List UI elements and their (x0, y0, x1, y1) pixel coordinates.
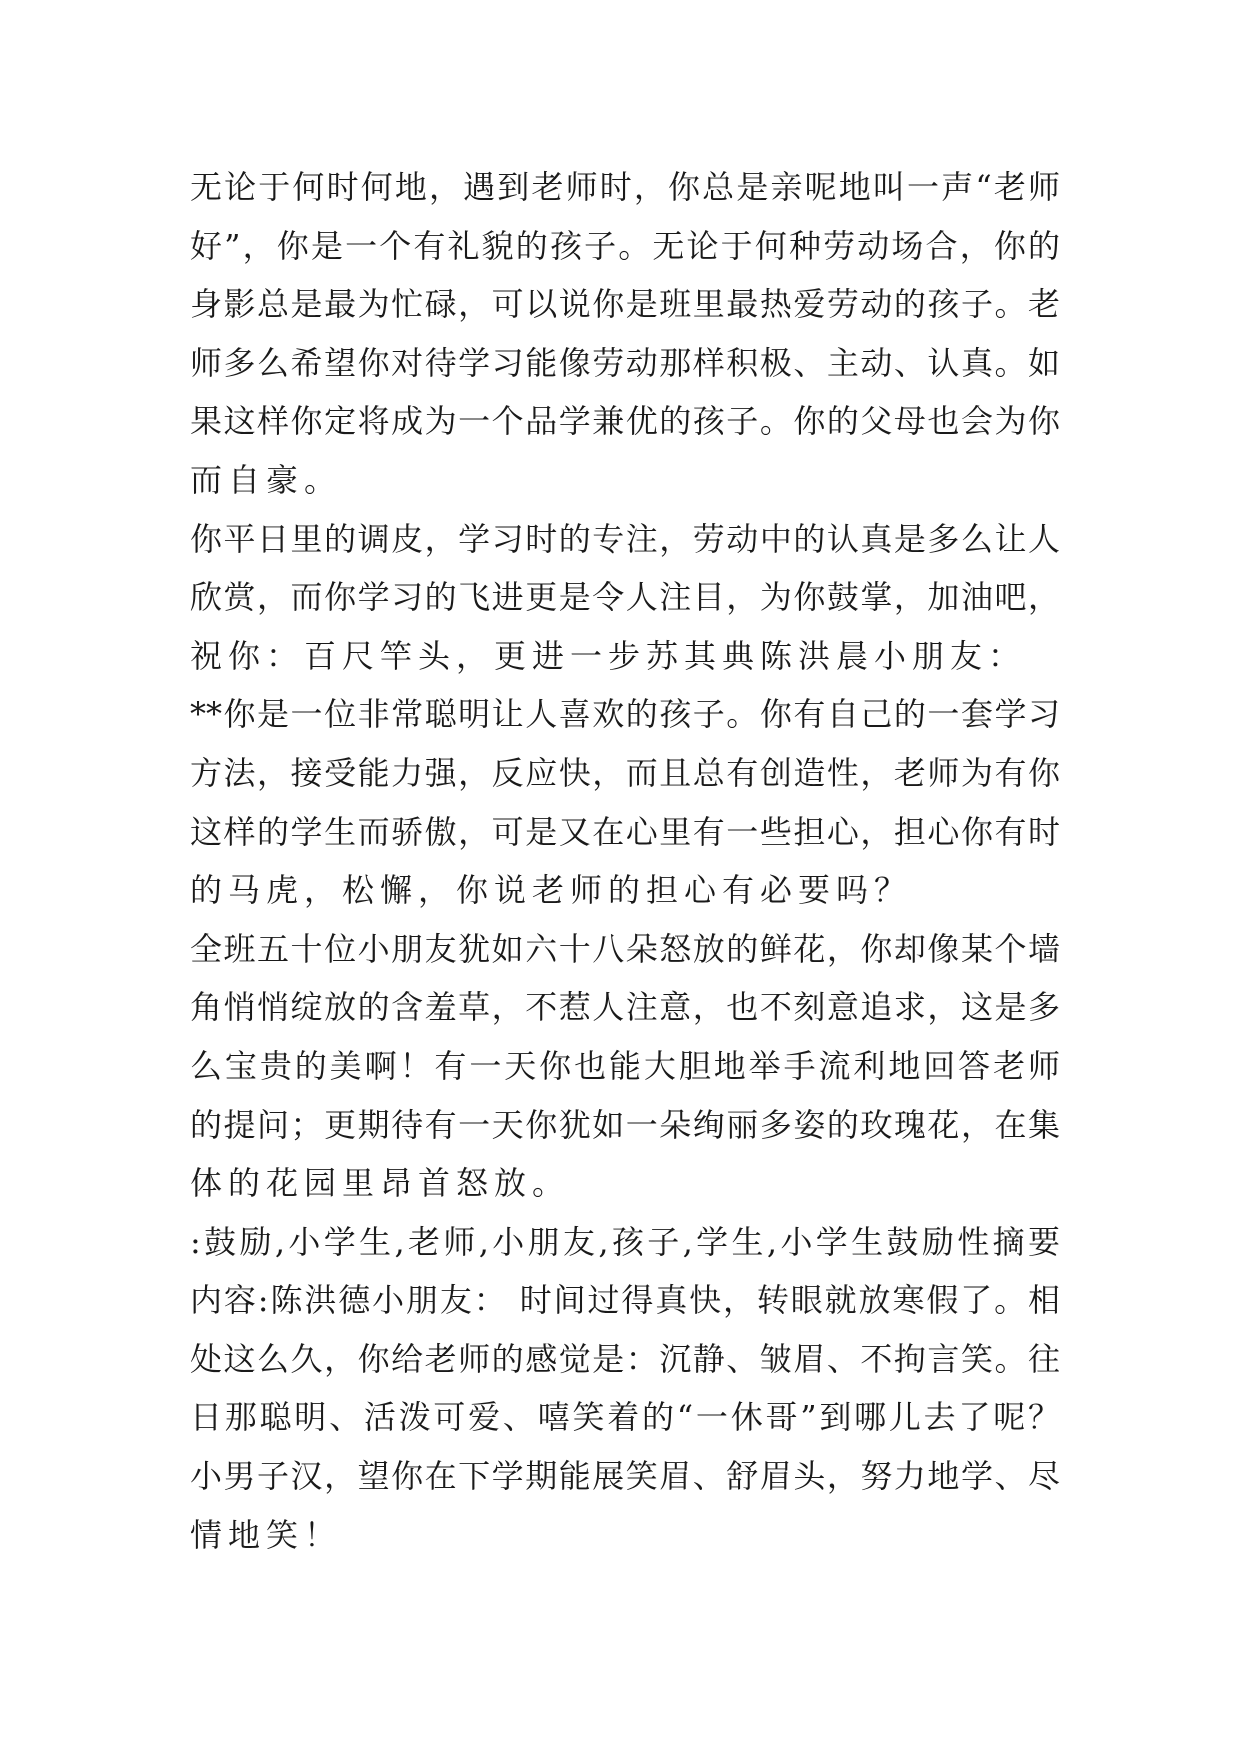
paragraph-5 (190, 1213, 1060, 1565)
text-line: 处这么久，你给老师的感觉是：沉静、皱眉、不拘言笑。往 (190, 1339, 1060, 1378)
text-line: 好”，你是一个有礼貌的孩子。无论于何种劳动场合，你的 (190, 226, 1060, 265)
document-body (190, 158, 1060, 1564)
text-line: 内容:陈洪德小朋友： 时间过得真快，转眼就放寒假了。相 (190, 1281, 1060, 1320)
text-line: 而自豪。 (190, 460, 343, 499)
text-line: 欣赏，而你学习的飞进更是令人注目，为你鼓掌，加油吧， (190, 578, 1060, 617)
text-line: 体的花园里昂首怒放。 (190, 1164, 571, 1203)
text-line: 角悄悄绽放的含羞草，不惹人注意，也不刻意追求，这是多 (190, 988, 1060, 1027)
text-line: 身影总是最为忙碌，可以说你是班里最热爱劳动的孩子。老 (190, 285, 1060, 324)
text-line: 日那聪明、活泼可爱、嘻笑着的“一休哥”到哪儿去了呢？ (190, 1398, 1060, 1437)
text-line: 果这样你定将成为一个品学兼优的孩子。你的父母也会为你 (190, 402, 1060, 441)
text-line: 的马虎，松懈，你说老师的担心有必要吗？ (190, 871, 913, 910)
text-line: 小男子汉，望你在下学期能展笑眉、舒眉头，努力地学、尽 (190, 1457, 1060, 1496)
text-line: 祝你：百尺竿头，更进一步苏其典陈洪晨小朋友： (190, 636, 1027, 675)
text-line: 这样的学生而骄傲，可是又在心里有一些担心，担心你有时 (190, 812, 1060, 851)
text-line: 师多么希望你对待学习能像劳动那样积极、主动、认真。如 (190, 343, 1060, 382)
text-line: :鼓励,小学生,老师,小朋友,孩子,学生,小学生鼓励性摘要 (190, 1222, 1060, 1261)
text-line: 你平日里的调皮，学习时的专注，劳动中的认真是多么让人 (190, 519, 1060, 558)
paragraph-3 (190, 685, 1060, 919)
text-line: 么宝贵的美啊！有一天你也能大胆地举手流利地回答老师 (190, 1046, 1060, 1085)
text-line: 全班五十位小朋友犹如六十八朵怒放的鲜花，你却像某个墙 (190, 929, 1060, 968)
text-line: 无论于何时何地，遇到老师时，你总是亲呢地叫一声“老师 (190, 168, 1060, 206)
text-line: 的提问；更期待有一天你犹如一朵绚丽多姿的玫瑰花，在集 (190, 1105, 1060, 1144)
text-line: **你是一位非常聪明让人喜欢的孩子。你有自己的一套学习 (190, 695, 1060, 734)
paragraph-2 (190, 510, 1060, 686)
paragraph-1 (190, 158, 1060, 510)
text-line: 方法，接受能力强，反应快，而且总有创造性，老师为有你 (190, 753, 1060, 792)
paragraph-4 (190, 920, 1060, 1213)
text-line: 情地笑！ (190, 1515, 343, 1554)
